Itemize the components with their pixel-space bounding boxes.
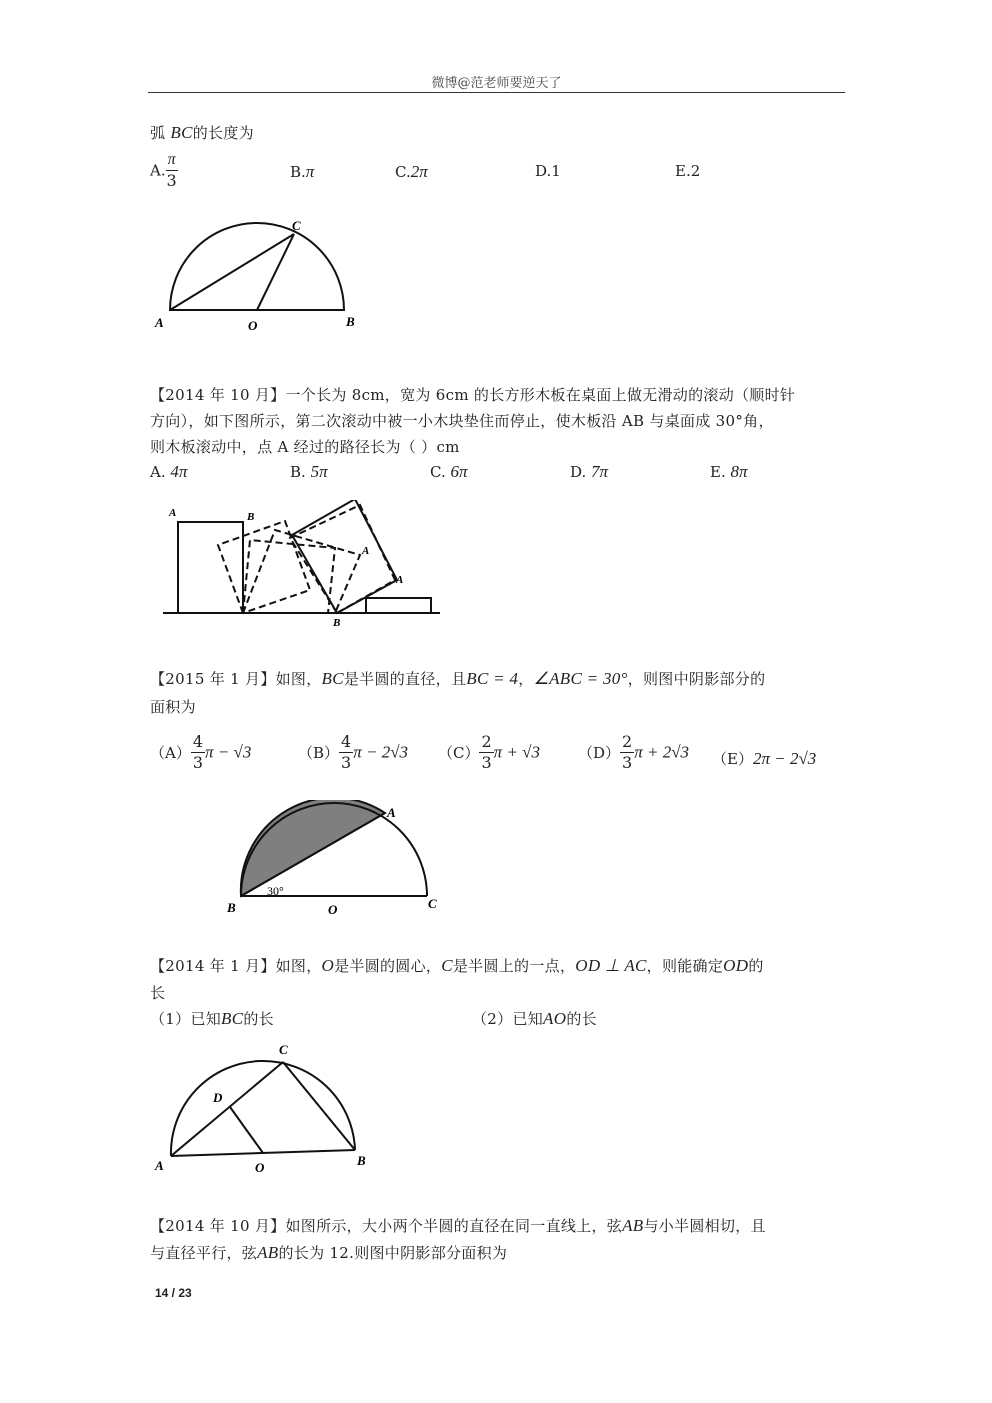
q2-label-a-3: A bbox=[396, 574, 404, 586]
q3-option-c-label: （C） bbox=[438, 744, 480, 762]
q1-option-c-label: C. bbox=[395, 163, 411, 181]
q3-line-1 bbox=[150, 668, 765, 689]
q4-segment-od bbox=[230, 1107, 263, 1153]
q4-label-d: D bbox=[213, 1090, 223, 1105]
q5-line2-ab: AB bbox=[257, 1243, 279, 1262]
q3-angle-label: 30° bbox=[267, 884, 284, 898]
q3-option-b-num: 4 bbox=[341, 732, 352, 751]
q3-shaded-segment bbox=[241, 800, 385, 896]
q2-option-d-value: 7π bbox=[591, 462, 609, 481]
q3-line1-eq2: ∠ABC = 30° bbox=[533, 669, 628, 688]
q4-line1-pre: 【2014 年 1 月】如图， bbox=[150, 957, 322, 975]
q3-option-a-label: （A） bbox=[150, 744, 191, 762]
q3-option-d-label: （D） bbox=[578, 744, 621, 762]
q4-cond1-pre: （1）已知 bbox=[150, 1010, 222, 1028]
q1-option-c bbox=[395, 162, 428, 182]
q4-condition-2 bbox=[472, 1008, 597, 1029]
q5-line-1 bbox=[150, 1215, 766, 1236]
q1-stem bbox=[150, 122, 254, 143]
q1-label-b: B bbox=[346, 314, 355, 329]
q5-line-2 bbox=[150, 1242, 507, 1263]
q4-label-c: C bbox=[279, 1042, 288, 1057]
q2-option-b-value: 5π bbox=[310, 462, 328, 481]
q2-option-c bbox=[430, 462, 468, 482]
q1-semicircle bbox=[170, 223, 344, 310]
q3-option-d-den: 3 bbox=[622, 753, 633, 772]
q3-option-e-label: （E） bbox=[712, 750, 753, 768]
q4-line-1 bbox=[150, 955, 764, 976]
q1-option-b-value: π bbox=[305, 162, 315, 181]
q4-cond1-var: BC bbox=[221, 1009, 244, 1028]
q2-board-dashed-3 bbox=[243, 530, 360, 613]
q2-option-b-label: B. bbox=[290, 463, 306, 481]
q2-small-block bbox=[366, 598, 431, 613]
q1-option-d bbox=[535, 162, 561, 180]
q2-option-a bbox=[150, 462, 187, 482]
q1-option-a-den: 3 bbox=[166, 171, 177, 190]
q3-line1-post: ，则图中阴影部分的 bbox=[627, 670, 766, 688]
q1-option-a bbox=[150, 152, 178, 189]
q4-label-a: A bbox=[155, 1158, 164, 1173]
q3-option-b-rest: π − 2√3 bbox=[353, 742, 409, 762]
q4-chord-ac bbox=[171, 1062, 283, 1156]
q1-stem-pre: 弧 bbox=[150, 124, 166, 142]
page-number: 14 / 23 bbox=[155, 1286, 192, 1300]
q3-line1-eq1: BC = 4 bbox=[466, 669, 519, 688]
q2-line-1: 【2014 年 10 月】一个长为 8cm，宽为 6cm 的长方形木板在桌面上做无滑动的滚动（顺时针 bbox=[150, 386, 796, 404]
q4-line-2: 长 bbox=[150, 984, 166, 1002]
q5-line2-post: 的长为 12.则图中阴影部分面积为 bbox=[278, 1244, 508, 1262]
q2-option-e-label: E. bbox=[710, 463, 726, 481]
q1-label-o: O bbox=[248, 318, 258, 333]
q2-label-b-2: B bbox=[333, 617, 341, 629]
q2-label-a-1: A bbox=[169, 507, 177, 519]
q3-option-b-den: 3 bbox=[341, 753, 352, 772]
q3-semicircle-figure bbox=[215, 800, 455, 925]
q1-option-c-value: 2π bbox=[410, 162, 428, 181]
q4-line1-b: 是半圆上的一点， bbox=[452, 957, 576, 975]
q3-option-d-rest: π + 2√3 bbox=[634, 742, 690, 762]
q1-option-b-label: B. bbox=[290, 163, 306, 181]
q3-option-d-fraction bbox=[620, 734, 634, 771]
q5-line2-pre: 与直径平行，弦 bbox=[150, 1244, 258, 1262]
q4-line1-od: OD bbox=[723, 956, 749, 975]
q1-stem-post: 的长度为 bbox=[192, 124, 254, 142]
q5-line1-post: 与小半圆相切，且 bbox=[643, 1217, 766, 1235]
q3-label-o: O bbox=[328, 902, 338, 917]
q2-board-end bbox=[292, 500, 397, 613]
q4-line1-post: 的 bbox=[748, 957, 764, 975]
q3-option-c-rest: π + √3 bbox=[493, 742, 540, 762]
q4-cond2-post: 的长 bbox=[566, 1010, 597, 1028]
q4-cond1-post: 的长 bbox=[243, 1010, 274, 1028]
q4-line1-c2: ，则能确定 bbox=[646, 957, 724, 975]
q3-option-c-num: 2 bbox=[481, 732, 492, 751]
q3-option-e-rest: 2π − 2√3 bbox=[752, 749, 817, 768]
header-divider bbox=[148, 92, 845, 93]
q2-option-c-value: 6π bbox=[450, 462, 468, 481]
q2-line-3: 则木板滚动中，点 A 经过的路径长为（ ）cm bbox=[150, 438, 460, 456]
q1-label-c: C bbox=[292, 218, 301, 233]
q4-chord-cb bbox=[283, 1062, 355, 1150]
q3-line-2: 面积为 bbox=[150, 698, 196, 716]
q1-option-e-value: 2 bbox=[690, 162, 701, 180]
q3-label-b: B bbox=[227, 900, 236, 915]
q2-option-e-value: 8π bbox=[730, 462, 748, 481]
q2-board-start bbox=[178, 522, 243, 613]
q3-option-c bbox=[438, 734, 540, 771]
q1-option-e bbox=[675, 162, 700, 180]
q3-line1-sep: ， bbox=[518, 670, 534, 688]
q4-semicircle-figure bbox=[145, 1038, 385, 1178]
q4-cond2-var: AO bbox=[543, 1009, 567, 1028]
q2-option-a-value: 4π bbox=[170, 462, 188, 481]
q2-option-a-label: A. bbox=[150, 463, 166, 481]
q1-option-a-fraction bbox=[166, 152, 178, 189]
q1-option-e-label: E. bbox=[675, 162, 691, 180]
q2-label-b-1: B bbox=[247, 511, 255, 523]
q1-option-a-label: A. bbox=[150, 161, 166, 180]
page-header: 微博@范老师要逆天了 bbox=[431, 76, 562, 91]
q3-option-e bbox=[712, 748, 816, 769]
q2-rolling-board-figure bbox=[155, 500, 455, 635]
q3-option-a-fraction bbox=[191, 734, 205, 771]
q3-option-d bbox=[578, 734, 689, 771]
q2-option-b bbox=[290, 462, 328, 482]
q3-option-b bbox=[298, 734, 408, 771]
q1-stem-var: BC bbox=[170, 123, 193, 142]
q3-option-b-label: （B） bbox=[298, 744, 340, 762]
q3-option-a bbox=[150, 734, 251, 771]
q3-label-c: C bbox=[428, 896, 437, 911]
q5-line1-ab: AB bbox=[622, 1216, 644, 1235]
q1-option-b bbox=[290, 162, 314, 182]
q3-label-a: A bbox=[387, 805, 396, 820]
q2-option-d-label: D. bbox=[570, 463, 587, 481]
q3-option-c-den: 3 bbox=[481, 753, 492, 772]
q1-option-a-num: π bbox=[166, 152, 178, 171]
q4-line1-o: O bbox=[321, 956, 335, 975]
q2-option-c-label: C. bbox=[430, 463, 446, 481]
q3-option-b-fraction bbox=[339, 734, 353, 771]
q2-option-d bbox=[570, 462, 608, 482]
q5-line1-pre: 【2014 年 10 月】如图所示，大小两个半圆的直径在同一直线上，弦 bbox=[150, 1217, 623, 1235]
q3-option-a-den: 3 bbox=[192, 753, 204, 772]
q1-option-d-label: D. bbox=[535, 162, 552, 180]
q1-option-d-value: 1 bbox=[551, 162, 561, 180]
q2-label-a-2: A bbox=[362, 545, 370, 557]
q3-option-a-rest: π − √3 bbox=[205, 742, 252, 762]
q1-label-a: A bbox=[155, 315, 164, 330]
q4-cond2-pre: （2）已知 bbox=[472, 1010, 544, 1028]
q2-line-2: 方向），如下图所示，第二次滚动中被一小木块垫住而停止，使木板沿 AB 与桌面成 30°角， bbox=[150, 412, 774, 430]
q4-condition-1 bbox=[150, 1008, 274, 1029]
q3-line1-pre: 【2015 年 1 月】如图， bbox=[150, 670, 322, 688]
q4-label-b: B bbox=[357, 1153, 366, 1168]
q3-option-a-num: 4 bbox=[192, 732, 204, 751]
q3-line1-bc: BC bbox=[321, 669, 344, 688]
q1-semicircle-figure bbox=[140, 210, 380, 340]
q3-line1-mid: 是半圆的直径，且 bbox=[343, 670, 467, 688]
q4-line1-eq: OD ⊥ AC bbox=[575, 956, 647, 975]
q3-option-c-fraction bbox=[479, 734, 493, 771]
q2-option-e bbox=[710, 462, 748, 482]
q2-board-dashed-1 bbox=[218, 521, 310, 613]
q4-line1-a: 是半圆的圆心， bbox=[334, 957, 442, 975]
q4-label-o: O bbox=[255, 1160, 265, 1175]
q3-option-d-num: 2 bbox=[622, 732, 633, 751]
q4-semicircle-arc bbox=[171, 1061, 355, 1156]
q4-line1-c: C bbox=[441, 956, 453, 975]
